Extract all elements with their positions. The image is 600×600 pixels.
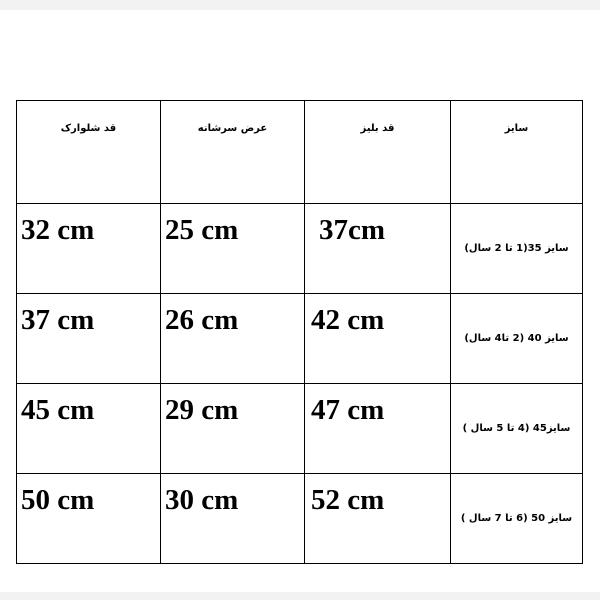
cell-pants-length: 37 cm [17,294,161,384]
cell-shoulder-width: 25 cm [161,204,305,294]
table-row [17,294,583,384]
header-shoulder-width: عرض سرشانه [161,101,305,204]
header-top-length: قد بلیز [305,101,451,204]
cell-pants-length: 45 cm [17,384,161,474]
cell-shoulder-width: 26 cm [161,294,305,384]
header-size: سایز [451,101,583,204]
page [0,10,600,592]
cell-size: سایز 40 (2 تا4 سال) [451,294,583,384]
table-row [17,384,583,474]
cell-top-length: 42 cm [305,294,451,384]
cell-shoulder-width: 29 cm [161,384,305,474]
size-chart-table [16,100,583,564]
table-row [17,474,583,564]
table-row [17,204,583,294]
cell-top-length: 37cm [305,204,451,294]
cell-size: سایز 35(1 تا 2 سال) [451,204,583,294]
cell-pants-length: 50 cm [17,474,161,564]
cell-shoulder-width: 30 cm [161,474,305,564]
cell-pants-length: 32 cm [17,204,161,294]
header-row [17,101,583,204]
cell-top-length: 52 cm [305,474,451,564]
cell-top-length: 47 cm [305,384,451,474]
cell-size: سایز45 (4 تا 5 سال ) [451,384,583,474]
cell-size: سایز 50 (6 تا 7 سال ) [451,474,583,564]
header-pants-length: قد شلوارک [17,101,161,204]
